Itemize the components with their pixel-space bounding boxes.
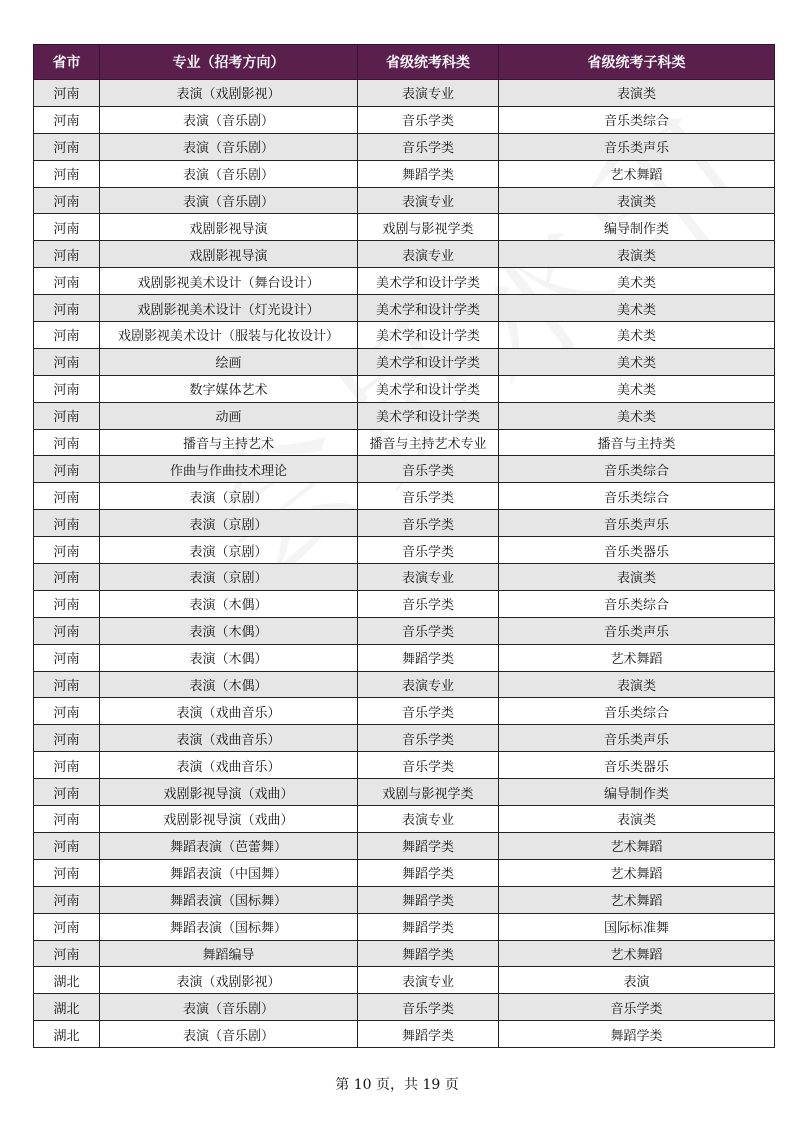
cell-exam-category: 音乐学类 — [358, 483, 499, 510]
cell-exam-subcategory: 表演类 — [499, 671, 775, 698]
table-row — [34, 967, 775, 994]
cell-exam-subcategory: 音乐类综合 — [499, 698, 775, 725]
cell-exam-category: 音乐学类 — [358, 106, 499, 133]
header-province: 省市 — [34, 45, 100, 80]
table-row — [34, 80, 775, 107]
cell-province: 河南 — [34, 913, 100, 940]
cell-major: 舞蹈表演（国标舞） — [100, 886, 358, 913]
cell-exam-subcategory: 美术类 — [499, 268, 775, 295]
cell-exam-category: 音乐学类 — [358, 698, 499, 725]
cell-exam-subcategory: 美术类 — [499, 322, 775, 349]
cell-province: 河南 — [34, 886, 100, 913]
cell-province: 河南 — [34, 698, 100, 725]
cell-exam-subcategory: 编导制作类 — [499, 779, 775, 806]
cell-exam-category: 舞蹈学类 — [358, 644, 499, 671]
cell-exam-category: 美术学和设计学类 — [358, 295, 499, 322]
cell-exam-category: 舞蹈学类 — [358, 1021, 499, 1048]
cell-major: 表演（戏曲音乐） — [100, 698, 358, 725]
table-row — [34, 133, 775, 160]
table-row — [34, 1021, 775, 1048]
cell-exam-category: 播音与主持艺术专业 — [358, 429, 499, 456]
cell-exam-category: 表演专业 — [358, 187, 499, 214]
cell-province: 河南 — [34, 133, 100, 160]
table-row — [34, 160, 775, 187]
cell-exam-category: 舞蹈学类 — [358, 859, 499, 886]
table-row — [34, 537, 775, 564]
cell-exam-category: 美术学和设计学类 — [358, 348, 499, 375]
cell-exam-category: 音乐学类 — [358, 456, 499, 483]
cell-major: 表演（京剧） — [100, 510, 358, 537]
header-row — [34, 45, 775, 80]
cell-exam-subcategory: 艺术舞蹈 — [499, 886, 775, 913]
cell-province: 湖北 — [34, 967, 100, 994]
table-row — [34, 590, 775, 617]
cell-exam-category: 音乐学类 — [358, 590, 499, 617]
cell-exam-category: 音乐学类 — [358, 617, 499, 644]
cell-province: 河南 — [34, 456, 100, 483]
table-row — [34, 725, 775, 752]
cell-major: 绘画 — [100, 348, 358, 375]
table-row — [34, 483, 775, 510]
table-row — [34, 994, 775, 1021]
cell-exam-subcategory: 表演类 — [499, 80, 775, 107]
cell-exam-subcategory: 表演 — [499, 967, 775, 994]
cell-exam-subcategory: 音乐类声乐 — [499, 725, 775, 752]
cell-exam-category: 表演专业 — [358, 241, 499, 268]
cell-major: 作曲与作曲技术理论 — [100, 456, 358, 483]
cell-province: 河南 — [34, 483, 100, 510]
table-row — [34, 402, 775, 429]
cell-exam-subcategory: 音乐类器乐 — [499, 752, 775, 779]
header-exam-subcategory: 省级统考子科类 — [499, 45, 775, 80]
header-exam-category: 省级统考科类 — [358, 45, 499, 80]
table-row — [34, 375, 775, 402]
table-row — [34, 617, 775, 644]
cell-province: 河南 — [34, 590, 100, 617]
table-body — [34, 80, 775, 1048]
cell-province: 河南 — [34, 402, 100, 429]
table-row — [34, 295, 775, 322]
cell-exam-subcategory: 编导制作类 — [499, 214, 775, 241]
table-row — [34, 779, 775, 806]
cell-major: 表演（京剧） — [100, 537, 358, 564]
page-footer: 第 10 页，共 19 页 — [335, 1077, 459, 1093]
table-row — [34, 671, 775, 698]
cell-exam-subcategory: 音乐类声乐 — [499, 617, 775, 644]
cell-exam-subcategory: 音乐类声乐 — [499, 510, 775, 537]
cell-province: 河南 — [34, 348, 100, 375]
cell-major: 表演（音乐剧） — [100, 133, 358, 160]
table-row — [34, 913, 775, 940]
cell-province: 河南 — [34, 268, 100, 295]
cell-exam-category: 音乐学类 — [358, 994, 499, 1021]
cell-exam-subcategory: 表演类 — [499, 241, 775, 268]
table-header — [34, 45, 775, 80]
cell-major: 表演（戏剧影视） — [100, 80, 358, 107]
cell-province: 河南 — [34, 940, 100, 967]
cell-exam-category: 舞蹈学类 — [358, 832, 499, 859]
cell-exam-category: 音乐学类 — [358, 133, 499, 160]
cell-province: 湖北 — [34, 1021, 100, 1048]
cell-province: 河南 — [34, 510, 100, 537]
cell-province: 河南 — [34, 617, 100, 644]
cell-province: 河南 — [34, 322, 100, 349]
cell-major: 表演（戏曲音乐） — [100, 725, 358, 752]
cell-major: 表演（音乐剧） — [100, 994, 358, 1021]
cell-province: 河南 — [34, 241, 100, 268]
cell-exam-category: 音乐学类 — [358, 537, 499, 564]
table-row — [34, 429, 775, 456]
cell-major: 表演（京剧） — [100, 564, 358, 591]
cell-major: 表演（木偶） — [100, 617, 358, 644]
cell-major: 戏剧影视美术设计（舞台设计） — [100, 268, 358, 295]
cell-province: 河南 — [34, 214, 100, 241]
cell-province: 河南 — [34, 806, 100, 833]
cell-province: 河南 — [34, 725, 100, 752]
cell-exam-category: 美术学和设计学类 — [358, 402, 499, 429]
cell-major: 表演（音乐剧） — [100, 106, 358, 133]
cell-major: 表演（京剧） — [100, 483, 358, 510]
cell-exam-subcategory: 舞蹈学类 — [499, 1021, 775, 1048]
cell-exam-category: 表演专业 — [358, 80, 499, 107]
cell-exam-subcategory: 音乐类综合 — [499, 106, 775, 133]
cell-exam-subcategory: 表演类 — [499, 564, 775, 591]
cell-province: 河南 — [34, 295, 100, 322]
cell-province: 湖北 — [34, 994, 100, 1021]
table-row — [34, 698, 775, 725]
cell-exam-subcategory: 音乐类声乐 — [499, 133, 775, 160]
cell-major: 戏剧影视美术设计（灯光设计） — [100, 295, 358, 322]
cell-province: 河南 — [34, 832, 100, 859]
cell-major: 舞蹈编导 — [100, 940, 358, 967]
table-row — [34, 886, 775, 913]
cell-exam-subcategory: 表演类 — [499, 806, 775, 833]
cell-exam-category: 音乐学类 — [358, 725, 499, 752]
cell-province: 河南 — [34, 779, 100, 806]
cell-major: 表演（木偶） — [100, 671, 358, 698]
cell-province: 河南 — [34, 752, 100, 779]
table-row — [34, 214, 775, 241]
cell-exam-category: 表演专业 — [358, 671, 499, 698]
table-row — [34, 832, 775, 859]
cell-exam-subcategory: 表演类 — [499, 187, 775, 214]
cell-major: 数字媒体艺术 — [100, 375, 358, 402]
cell-province: 河南 — [34, 80, 100, 107]
cell-exam-category: 舞蹈学类 — [358, 940, 499, 967]
cell-province: 河南 — [34, 537, 100, 564]
cell-exam-subcategory: 国际标准舞 — [499, 913, 775, 940]
cell-exam-subcategory: 美术类 — [499, 375, 775, 402]
cell-major: 表演（戏曲音乐） — [100, 752, 358, 779]
cell-province: 河南 — [34, 187, 100, 214]
cell-major: 表演（音乐剧） — [100, 1021, 358, 1048]
cell-major: 表演（木偶） — [100, 644, 358, 671]
cell-exam-subcategory: 音乐类综合 — [499, 456, 775, 483]
cell-province: 河南 — [34, 429, 100, 456]
cell-exam-subcategory: 音乐学类 — [499, 994, 775, 1021]
cell-exam-category: 美术学和设计学类 — [358, 375, 499, 402]
cell-exam-subcategory: 美术类 — [499, 402, 775, 429]
cell-exam-category: 美术学和设计学类 — [358, 322, 499, 349]
cell-exam-subcategory: 艺术舞蹈 — [499, 160, 775, 187]
table-row — [34, 510, 775, 537]
cell-major: 播音与主持艺术 — [100, 429, 358, 456]
table-row — [34, 348, 775, 375]
cell-major: 舞蹈表演（国标舞） — [100, 913, 358, 940]
table-row — [34, 106, 775, 133]
cell-exam-subcategory: 艺术舞蹈 — [499, 859, 775, 886]
cell-province: 河南 — [34, 160, 100, 187]
cell-exam-subcategory: 美术类 — [499, 348, 775, 375]
table-row — [34, 644, 775, 671]
cell-exam-category: 舞蹈学类 — [358, 160, 499, 187]
header-major: 专业（招考方向） — [100, 45, 358, 80]
table-row — [34, 940, 775, 967]
table-row — [34, 322, 775, 349]
cell-major: 戏剧影视美术设计（服装与化妆设计） — [100, 322, 358, 349]
table-row — [34, 859, 775, 886]
cell-exam-category: 音乐学类 — [358, 510, 499, 537]
cell-exam-category: 表演专业 — [358, 564, 499, 591]
cell-exam-subcategory: 音乐类综合 — [499, 590, 775, 617]
cell-major: 戏剧影视导演（戏曲） — [100, 806, 358, 833]
table-row — [34, 241, 775, 268]
cell-exam-subcategory: 音乐类综合 — [499, 483, 775, 510]
cell-exam-subcategory: 艺术舞蹈 — [499, 832, 775, 859]
cell-exam-subcategory: 音乐类器乐 — [499, 537, 775, 564]
cell-exam-category: 表演专业 — [358, 806, 499, 833]
table-row — [34, 456, 775, 483]
cell-major: 戏剧影视导演 — [100, 241, 358, 268]
cell-province: 河南 — [34, 644, 100, 671]
cell-province: 河南 — [34, 106, 100, 133]
cell-major: 戏剧影视导演（戏曲） — [100, 779, 358, 806]
admissions-table-container — [33, 44, 774, 1048]
cell-major: 戏剧影视导演 — [100, 214, 358, 241]
cell-major: 表演（戏剧影视） — [100, 967, 358, 994]
cell-exam-category: 舞蹈学类 — [358, 886, 499, 913]
cell-major: 舞蹈表演（中国舞） — [100, 859, 358, 886]
cell-province: 河南 — [34, 859, 100, 886]
table-row — [34, 752, 775, 779]
cell-exam-category: 音乐学类 — [358, 752, 499, 779]
cell-exam-category: 戏剧与影视学类 — [358, 779, 499, 806]
cell-major: 动画 — [100, 402, 358, 429]
table-row — [34, 564, 775, 591]
cell-major: 舞蹈表演（芭蕾舞） — [100, 832, 358, 859]
table-row — [34, 268, 775, 295]
cell-exam-subcategory: 艺术舞蹈 — [499, 940, 775, 967]
cell-major: 表演（音乐剧） — [100, 160, 358, 187]
cell-exam-subcategory: 美术类 — [499, 295, 775, 322]
cell-province: 河南 — [34, 375, 100, 402]
table-row — [34, 187, 775, 214]
table-row — [34, 806, 775, 833]
admissions-table — [33, 44, 775, 1048]
cell-province: 河南 — [34, 671, 100, 698]
cell-exam-subcategory: 艺术舞蹈 — [499, 644, 775, 671]
cell-exam-subcategory: 播音与主持类 — [499, 429, 775, 456]
cell-exam-category: 舞蹈学类 — [358, 913, 499, 940]
cell-province: 河南 — [34, 564, 100, 591]
cell-major: 表演（木偶） — [100, 590, 358, 617]
cell-exam-category: 美术学和设计学类 — [358, 268, 499, 295]
cell-exam-category: 表演专业 — [358, 967, 499, 994]
cell-major: 表演（音乐剧） — [100, 187, 358, 214]
cell-exam-category: 戏剧与影视学类 — [358, 214, 499, 241]
